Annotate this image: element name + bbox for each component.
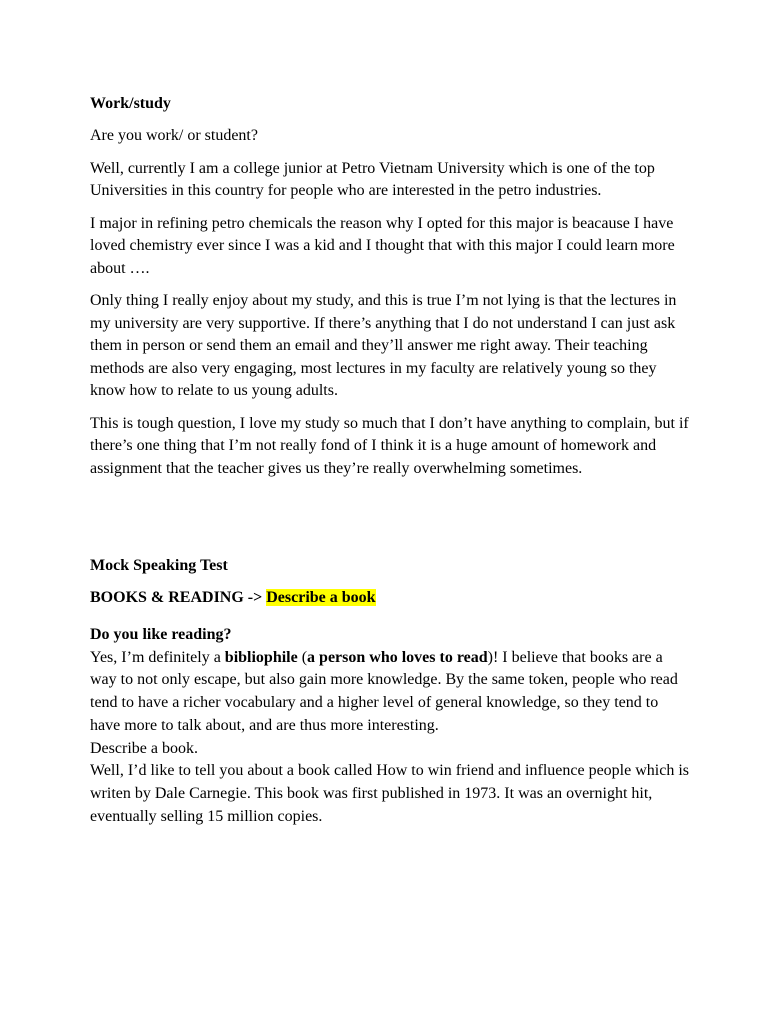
paragraph-college-junior: Well, currently I am a college junior at Petro Vietnam University which is one of the top Universities in this country for people who are interested in the petro industries. [90,159,655,199]
answer-text-part2: ( [297,648,308,666]
prompt-describe-a-book: Describe a book. [90,739,198,757]
topic-line [90,587,690,609]
term-bibliophile: bibliophile [224,648,298,666]
section-heading-mock-speaking-test: Mock Speaking Test [90,557,228,574]
question-work-or-student: Are you work/ or student? [90,127,258,144]
term-definition: a person who loves to read [307,648,488,666]
answer-text-part3: )! I believe that books are a way to not only escape, but also gain more knowledge. By the same token, people who read tend to have a richer vocabulary and a higher level of general knowledge, so they tend to have more to talk about, and are thus more interesting. [90,648,678,734]
document-page [90,93,690,828]
section-heading-work-study: Work/study [90,95,171,112]
paragraph-complaint: This is tough question, I love my study so much that I don’t have anything to complain, but if there’s one thing that I’m not really fond of I think it is a huge amount of homework and assignment that the teacher gives us they’re really overwhelming sometimes. [90,414,689,477]
answer-text-part1: Yes, I’m definitely a [90,648,225,666]
topic-prefix: BOOKS & READING -> [90,589,263,606]
spacer [90,490,690,555]
answer-like-reading [90,647,690,738]
question-do-you-like-reading: Do you like reading? [90,626,232,643]
paragraph-enjoy-study: Only thing I really enjoy about my study, and this is true I’m not lying is that the lectures in my university are very supportive. If there’s anything that I do not understand I can just ask them in person or send them an email and they’ll answer me right away. Their teaching methods are also very engaging, most lectures in my faculty are relatively young so they know how to relate to us young adults. [90,292,677,399]
answer-describe-book: Well, I’d like to tell you about a book called How to win friend and influence people which is writen by Dale Carnegie. This book was first published in 1973. It was an overnight hit, eventually selling 15 million copies. [90,762,689,825]
topic-highlight: Describe a book [266,589,376,606]
paragraph-major: I major in refining petro chemicals the reason why I opted for this major is beacause I have loved chemistry ever since I was a kid and I thought that with this major I could learn more about …. [90,214,675,277]
